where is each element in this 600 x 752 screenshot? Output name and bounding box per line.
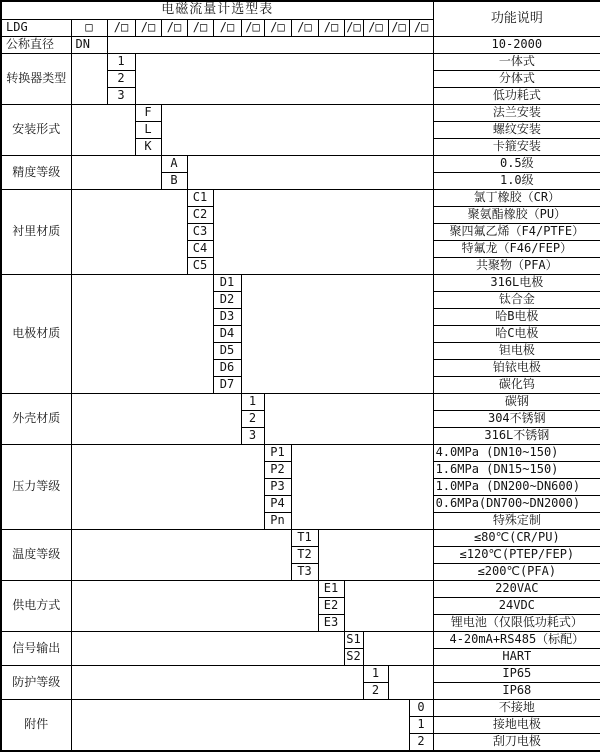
- desc-nominal-diameter: 10-2000: [433, 37, 600, 54]
- spacer-cell: [363, 632, 433, 666]
- desc-converter-2: 分体式: [433, 71, 600, 88]
- desc-pressure-P4: 0.6MPa(DN700~DN2000): [433, 496, 600, 513]
- code-liner-C4: C4: [187, 241, 213, 258]
- code-pressure-P1: P1: [264, 445, 291, 462]
- code-electrode-D1: D1: [213, 275, 241, 292]
- desc-temperature-T1: ≤80℃(CR/PU): [433, 530, 600, 547]
- function-column-header: 功能说明: [433, 1, 600, 37]
- model-slot: /□: [241, 20, 264, 37]
- code-accuracy-A: A: [161, 156, 187, 173]
- spacer-cell: [71, 156, 161, 190]
- label-accessory: 附件: [1, 700, 71, 752]
- desc-electrode-D6: 铂铱电极: [433, 360, 600, 377]
- desc-liner-C1: 氯丁橡胶（CR）: [433, 190, 600, 207]
- code-pressure-P3: P3: [264, 479, 291, 496]
- code-temperature-T1: T1: [291, 530, 318, 547]
- code-accuracy-B: B: [161, 173, 187, 190]
- spacer-cell: [71, 666, 363, 700]
- desc-electrode-D4: 哈C电极: [433, 326, 600, 343]
- code-power-E3: E3: [318, 615, 344, 632]
- code-electrode-D3: D3: [213, 309, 241, 326]
- desc-converter-3: 低功耗式: [433, 88, 600, 105]
- label-signal-output: 信号输出: [1, 632, 71, 666]
- desc-electrode-D7: 碳化钨: [433, 377, 600, 394]
- desc-install-K: 卡箍安装: [433, 139, 600, 156]
- desc-power-E2: 24VDC: [433, 598, 600, 615]
- spacer-cell: [71, 632, 344, 666]
- table-title: 电磁流量计选型表: [1, 1, 433, 20]
- code-install-F: F: [135, 105, 161, 122]
- spacer-cell: [71, 190, 187, 275]
- spacer-cell: [71, 581, 318, 632]
- code-electrode-D7: D7: [213, 377, 241, 394]
- model-slot: /□: [135, 20, 161, 37]
- code-liner-C2: C2: [187, 207, 213, 224]
- code-temperature-T3: T3: [291, 564, 318, 581]
- desc-liner-C4: 特氟龙（F46/FEP）: [433, 241, 600, 258]
- code-power-E2: E2: [318, 598, 344, 615]
- code-signal-S1: S1: [344, 632, 363, 649]
- spacer-cell: [71, 700, 409, 752]
- desc-liner-C3: 聚四氟乙烯（F4/PTFE）: [433, 224, 600, 241]
- spacer-cell: [161, 105, 433, 156]
- model-slot: /□: [264, 20, 291, 37]
- model-slot: /□: [344, 20, 363, 37]
- code-accessory-1: 1: [409, 717, 433, 734]
- spacer-cell: [344, 581, 433, 632]
- model-slot: /□: [161, 20, 187, 37]
- desc-accessory-2: 刮刀电极: [433, 734, 600, 752]
- spacer-cell: [135, 54, 433, 105]
- spacer-cell: [71, 530, 291, 581]
- code-housing-1: 1: [241, 394, 264, 411]
- code-pressure-P4: P4: [264, 496, 291, 513]
- code-protection-1: 1: [363, 666, 388, 683]
- code-converter-2: 2: [107, 71, 135, 88]
- code-signal-S2: S2: [344, 649, 363, 666]
- label-nominal-diameter: 公称直径: [1, 37, 71, 54]
- desc-converter-1: 一体式: [433, 54, 600, 71]
- desc-housing-1: 碳钢: [433, 394, 600, 411]
- desc-install-F: 法兰安装: [433, 105, 600, 122]
- spacer-cell: [213, 190, 433, 275]
- desc-liner-C5: 共聚物（PFA）: [433, 258, 600, 275]
- spacer-cell: [71, 394, 241, 445]
- code-pressure-Pn: Pn: [264, 513, 291, 530]
- spacer-cell: [291, 445, 433, 530]
- code-liner-C5: C5: [187, 258, 213, 275]
- spacer-cell: [71, 105, 135, 156]
- label-protection-rating: 防护等级: [1, 666, 71, 700]
- desc-housing-3: 316L不锈钢: [433, 428, 600, 445]
- code-electrode-D5: D5: [213, 343, 241, 360]
- spacer-cell: [71, 275, 213, 394]
- code-accessory-2: 2: [409, 734, 433, 752]
- desc-electrode-D1: 316L电极: [433, 275, 600, 292]
- desc-electrode-D3: 哈B电极: [433, 309, 600, 326]
- spacer-cell: [187, 156, 433, 190]
- desc-install-L: 螺纹安装: [433, 122, 600, 139]
- code-electrode-D2: D2: [213, 292, 241, 309]
- code-install-L: L: [135, 122, 161, 139]
- code-accessory-0: 0: [409, 700, 433, 717]
- spacer-cell: [241, 275, 433, 394]
- model-box: □: [71, 20, 107, 37]
- model-slot: /□: [213, 20, 241, 37]
- model-slot: /□: [291, 20, 318, 37]
- desc-pressure-P1: 4.0MPa (DN10~150): [433, 445, 600, 462]
- spacer-cell: [388, 666, 433, 700]
- desc-protection-1: IP65: [433, 666, 600, 683]
- code-liner-C1: C1: [187, 190, 213, 207]
- desc-electrode-D5: 钽电极: [433, 343, 600, 360]
- code-housing-2: 2: [241, 411, 264, 428]
- desc-temperature-T2: ≤120℃(PTEP/FEP): [433, 547, 600, 564]
- model-slot: /□: [187, 20, 213, 37]
- code-electrode-D4: D4: [213, 326, 241, 343]
- label-accuracy: 精度等级: [1, 156, 71, 190]
- label-electrode-material: 电极材质: [1, 275, 71, 394]
- label-converter-type: 转换器类型: [1, 54, 71, 105]
- desc-pressure-P2: 1.6MPa (DN15~150): [433, 462, 600, 479]
- code-pressure-P2: P2: [264, 462, 291, 479]
- code-converter-1: 1: [107, 54, 135, 71]
- desc-power-E1: 220VAC: [433, 581, 600, 598]
- code-dn: DN: [71, 37, 107, 54]
- label-power-supply: 供电方式: [1, 581, 71, 632]
- label-pressure-rating: 压力等级: [1, 445, 71, 530]
- desc-accuracy-B: 1.0级: [433, 173, 600, 190]
- code-converter-3: 3: [107, 88, 135, 105]
- model-slot: /□: [363, 20, 388, 37]
- desc-protection-2: IP68: [433, 683, 600, 700]
- desc-temperature-T3: ≤200℃(PFA): [433, 564, 600, 581]
- desc-accessory-0: 不接地: [433, 700, 600, 717]
- code-electrode-D6: D6: [213, 360, 241, 377]
- desc-electrode-D2: 钛合金: [433, 292, 600, 309]
- code-install-K: K: [135, 139, 161, 156]
- model-slot: /□: [107, 20, 135, 37]
- desc-pressure-P3: 1.0MPa (DN200~DN600): [433, 479, 600, 496]
- spacer-cell: [264, 394, 433, 445]
- desc-housing-2: 304不锈钢: [433, 411, 600, 428]
- spacer-cell: [318, 530, 433, 581]
- code-temperature-T2: T2: [291, 547, 318, 564]
- code-housing-3: 3: [241, 428, 264, 445]
- code-protection-2: 2: [363, 683, 388, 700]
- spacer-cell: [71, 54, 107, 105]
- desc-signal-S1: 4-20mA+RS485（标配）: [433, 632, 600, 649]
- model-slot: /□: [409, 20, 433, 37]
- desc-signal-S2: HART: [433, 649, 600, 666]
- code-power-E1: E1: [318, 581, 344, 598]
- desc-liner-C2: 聚氨酯橡胶（PU）: [433, 207, 600, 224]
- desc-accessory-1: 接地电极: [433, 717, 600, 734]
- label-install-type: 安装形式: [1, 105, 71, 156]
- spacer-cell: [71, 445, 264, 530]
- desc-accuracy-A: 0.5级: [433, 156, 600, 173]
- model-prefix: LDG: [1, 20, 71, 37]
- label-housing-material: 外壳材质: [1, 394, 71, 445]
- model-slot: /□: [388, 20, 409, 37]
- desc-power-E3: 锂电池（仅限低功耗式）: [433, 615, 600, 632]
- label-temperature-rating: 温度等级: [1, 530, 71, 581]
- desc-pressure-Pn: 特殊定制: [433, 513, 600, 530]
- label-liner-material: 衬里材质: [1, 190, 71, 275]
- spacer-cell: [107, 37, 433, 54]
- model-slot: /□: [318, 20, 344, 37]
- code-liner-C3: C3: [187, 224, 213, 241]
